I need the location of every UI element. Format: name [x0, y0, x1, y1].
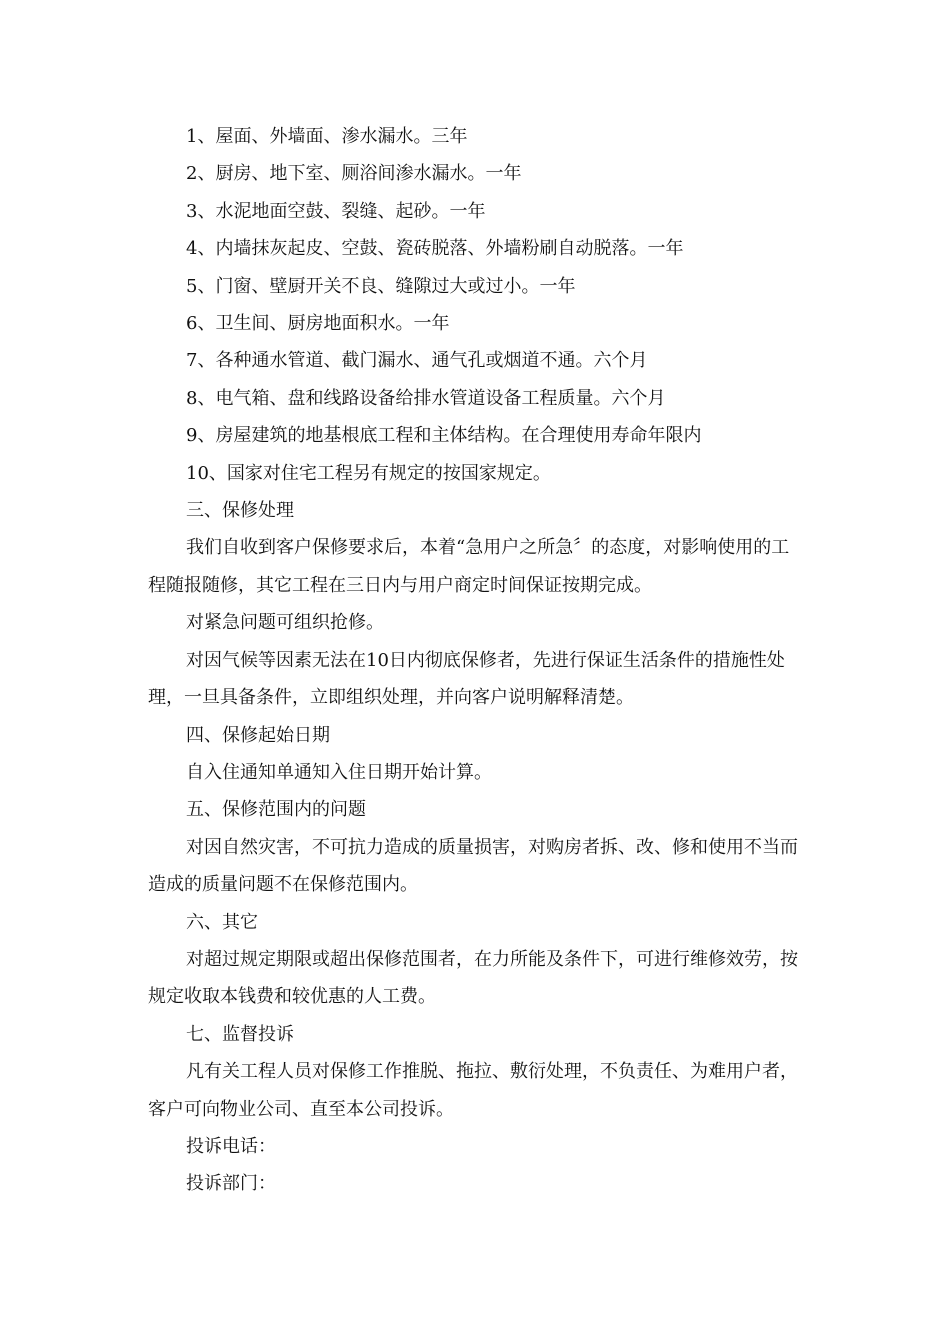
paragraph-scope: 对因自然灾害，不可抗力造成的质量损害，对购房者拆、改、修和使用不当而造成的质量问题不在保修范围内。 — [148, 836, 798, 896]
document-body — [148, 118, 804, 1203]
list-item-national-rules: 10、国家对住宅工程另有规定的按国家规定。 — [186, 462, 551, 484]
list-item-roof-leak: 1、屋面、外墙面、渗水漏水。三年 — [186, 126, 468, 147]
section-heading-start-date: 四、保修起始日期 — [186, 724, 330, 746]
section-heading-complaints: 七、监督投诉 — [186, 1023, 294, 1045]
section-heading-scope: 五、保修范围内的问题 — [186, 799, 366, 821]
list-item-floor-cracks: 3、水泥地面空鼓、裂缝、起砂。一年 — [186, 200, 486, 222]
paragraph-other: 对超过规定期限或超出保修范围者，在力所能及条件下，可进行维修效劳，按规定收取本钱费和较优惠的人工费。 — [148, 948, 798, 1008]
list-item-kitchen-leak: 2、厨房、地下室、厕浴间渗水漏水。一年 — [186, 163, 522, 185]
complaint-department-label: 投诉部门： — [186, 1173, 276, 1195]
list-item-foundation: 9、房屋建筑的地基根底工程和主体结构。在合理使用寿命年限内 — [186, 425, 702, 447]
section-heading-repair-handling: 三、保修处理 — [186, 500, 294, 522]
paragraph-emergency: 对紧急问题可组织抢修。 — [186, 612, 384, 634]
paragraph-repair-response: 我们自收到客户保修要求后，本着“急用户之所急〞的态度，对影响使用的工程随报随修，其它工程在三日内与用户商定时间保证按期完成。 — [148, 537, 790, 596]
list-item-wall-plaster: 4、内墙抹灰起皮、空鼓、瓷砖脱落、外墙粉刷自动脱落。一年 — [186, 238, 684, 260]
paragraph-complaints: 凡有关工程人员对保修工作推脱、拖拉、敷衍处理，不负责任、为难用户者，客户可向物业公司、直至本公司投诉。 — [148, 1061, 798, 1120]
list-item-electrical: 8、电气箱、盘和线路设备给排水管道设备工程质量。六个月 — [186, 387, 666, 409]
paragraph-weather-delay: 对因气候等因素无法在10日内彻底保修者，先进行保证生活条件的措施性处理，一旦具备条件，立即组织处理，并向客户说明解释清楚。 — [148, 649, 785, 709]
paragraph-start-date: 自入住通知单通知入住日期开始计算。 — [186, 761, 492, 783]
list-item-bathroom-water: 6、卫生间、厨房地面积水。一年 — [186, 313, 450, 335]
complaint-phone-label: 投诉电话： — [186, 1135, 276, 1157]
list-item-doors-windows: 5、门窗、壁厨开关不良、缝隙过大或过小。一年 — [186, 275, 576, 297]
list-item-pipes: 7、各种通水管道、截门漏水、通气孔或烟道不通。六个月 — [186, 350, 648, 372]
section-heading-other: 六、其它 — [186, 911, 258, 933]
